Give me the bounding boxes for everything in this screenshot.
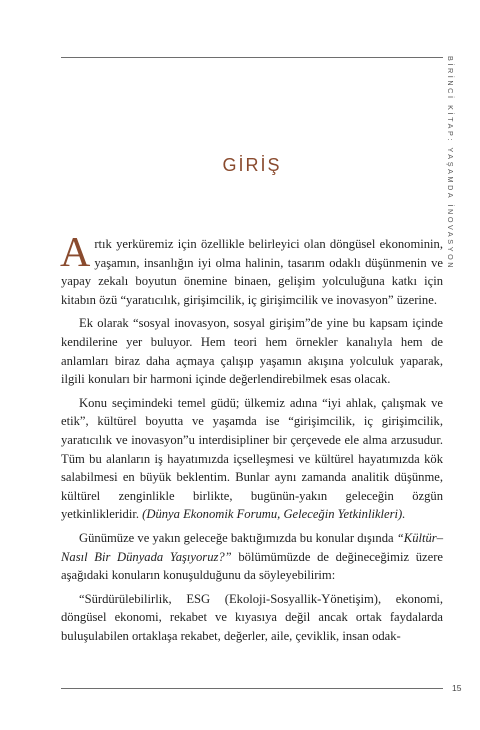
bottom-rule	[61, 688, 443, 689]
running-head: BİRİNCİ KİTAP: YAŞAMDA İNOVASYON	[446, 56, 455, 271]
page-number: 15	[452, 683, 462, 693]
chapter-reference: “Kültür– Nasıl Bir Dünyada Yaşıyoruz?”	[61, 530, 443, 564]
chapter-heading: GİRİŞ	[222, 155, 282, 175]
paragraph-4: Günümüze ve yakın geleceğe baktığımızda bu konular dışında “Kültür– Nasıl Bir Dünyada Yaşıyoruz?” bölümümüzde de değineceğimiz üzere aşağıdaki konuların konuşulduğunu da söyleyebilirim:	[61, 530, 443, 583]
paragraph-1: Artık yerküremiz için özellikle belirleyici olan döngüsel ekonominin, yaşamın, insanlığın iyi olma halinin, tasarım odaklı düşünmenin ve yapay zekalı boyutun önemine binaen, gelişim yolculuğuna katkı için kitabın özü “yaratıcılık, girişimcilik, iç girişimcilik ve inovasyon” üzerine.	[60, 230, 443, 307]
paragraph-5: “Sürdürülebilirlik, ESG (Ekoloji-Sosyallik-Yönetişim), ekonomi, döngüsel ekonomi, rekabet ve kıyasıya değil ancak ortak faydalarda buluşulabilen ortaklaşa rekabet, değerler, aile, çeviklik, insan odak-	[61, 591, 443, 643]
top-rule	[61, 57, 443, 58]
paragraph-2: Ek olarak “sosyal inovasyon, sosyal girişim”de yine bu kapsam içinde kendilerine yer buluyor. Hem teori hem örnekler kanalıyla hem de anlamları biraz daha açmaya çalışıp yaşamın akışına yolculuk yaparak, ilgili konuları bir harmoni içinde değerlendirebilmek esas olacak.	[61, 316, 443, 387]
drop-cap: A	[60, 230, 91, 276]
citation: (Dünya Ekonomik Forumu, Geleceğin Yetkinlikleri).	[142, 507, 406, 522]
body-text	[60, 230, 443, 645]
paragraph-3: Konu seçimindeki temel güdü; ülkemiz adına “iyi ahlak, çalışmak ve etik”, kültürel boyutta ve yaşamda ise “girişimcilik, iç girişimcilik, yaratıcılık ve inovasyon”u interdisipliner bir çerçevede ele alma arzusudur. Tüm bu alanların iş hayatımızda içselleşmesi ve kültürel hayatımızda kök salabilmesi en büyük beklentim. Bunlar aynı zamanda analitik düşünme, kültürel zenginlikle birlikte, bugünün-yakın geleceğin özgün yetkinlikleridir. (Dünya Ekonomik Forumu, Geleceğin Yetkinlikleri).	[61, 395, 443, 522]
